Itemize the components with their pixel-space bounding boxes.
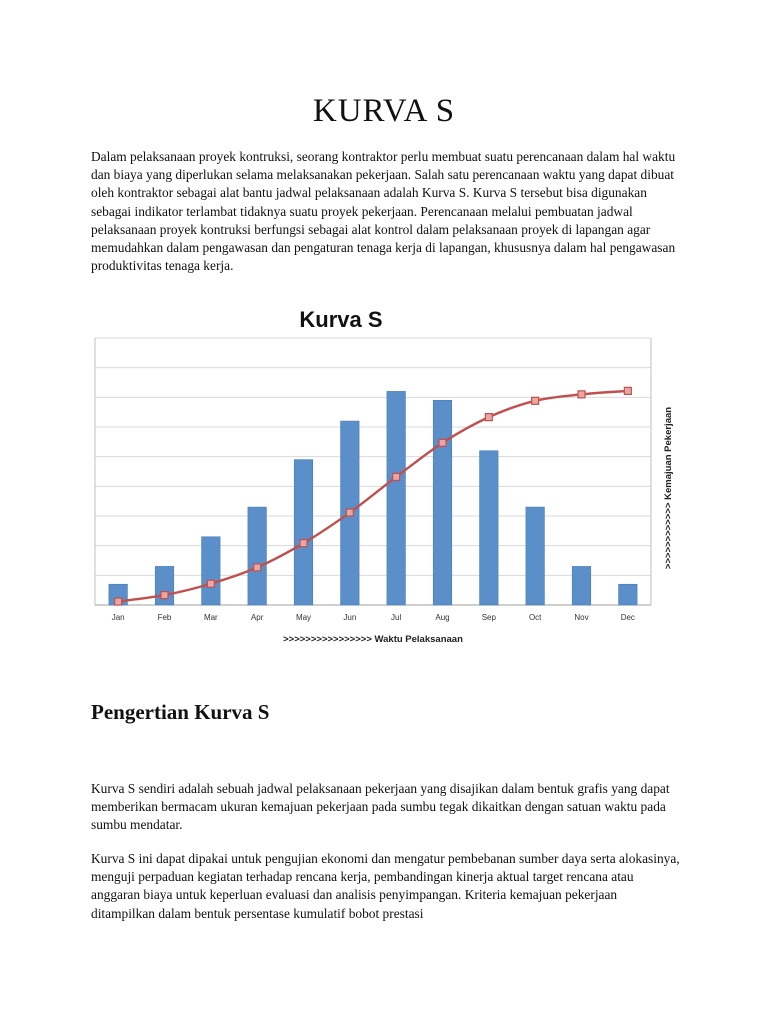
chart-line-point-nov: [578, 391, 585, 398]
chart-bar-feb: [155, 566, 174, 605]
chart-bar-dec: [619, 584, 638, 605]
chart-grid: [95, 338, 651, 605]
chart-x-ticks: [112, 613, 635, 622]
chart-x-axis-label: >>>>>>>>>>>>>>>> Waktu Pelaksanaan: [283, 634, 463, 645]
chart-line-point-sep: [485, 414, 492, 421]
chart-line-point-jan: [115, 598, 122, 605]
chart-line: [115, 387, 632, 605]
chart-line-point-mar: [207, 580, 214, 587]
chart-line-point-feb: [161, 592, 168, 599]
chart-x-tick-label: Nov: [574, 613, 589, 622]
chart-bars: [109, 391, 637, 605]
chart-s-curve-line: [118, 391, 628, 602]
chart-x-tick-label: Jul: [391, 613, 402, 622]
chart-x-tick-label: Feb: [157, 613, 172, 622]
chart-bar-nov: [572, 566, 591, 605]
chart-x-tick-label: Jan: [111, 613, 125, 622]
chart-x-tick-label: Sep: [481, 613, 496, 622]
chart-x-tick-label: Aug: [435, 613, 450, 622]
intro-paragraph: Dalam pelaksanaan proyek kontruksi, seorang kontraktor perlu membuat suatu perencanaan dalam hal waktu dan biaya yang diperlukan selama melaksanakan pekerjaan. Salah satu perencanaan waktu yang dapat dibuat oleh kontraktor sebagai alat bantu jadwal pelaksanaan adalah Kurva S. Kurva S tersebut bisa digunakan sebagai indikator terlambat tidaknya suatu proyek pekerjaan. Perencanaan melalui pembuatan jadwal pelaksanaan proyek kontruksi berfungsi sebagai alat kontrol dalam pelaksanaan proyek di lapangan agar memudahkan dalam pengawasan dan pengaturan tenaga kerja di lapangan, khususnya dalam hal pengawasan produktivitas tenaga kerja.: [91, 149, 676, 274]
chart-line-point-jul: [393, 473, 400, 480]
chart-x-tick-label: Dec: [620, 613, 635, 622]
definition-paragraph: Kurva S sendiri adalah sebuah jadwal pelaksanaan pekerjaan yang disajikan dalam bentuk grafis yang dapat memberikan bermacam ukuran kemajuan pekerjaan pada sumbu tegak dikaitkan dengan satuan waktu pada sumbu mendatar.: [91, 781, 670, 833]
chart-bar-may: [294, 460, 313, 605]
usage-paragraph: Kurva S ini dapat dipakai untuk pengujian ekonomi dan mengatur pembebanan sumber daya serta alokasinya, menguji perpaduan kegiatan terhadap rencana kerja, pembandingan kinerja aktual target rencana atau anggaran biaya untuk keperluan evaluasi dan analisis penyimpangan. Kriteria kemajuan pekerjaan ditampilkan dalam bentuk persentase kumulatif bobot prestasi: [91, 851, 680, 921]
chart-bar-jul: [387, 391, 406, 605]
page-title: KURVA S: [312, 93, 456, 129]
kurva-s-chart: [88, 300, 678, 655]
chart-bar-oct: [526, 507, 545, 605]
chart-x-tick-label: Mar: [203, 613, 218, 622]
chart-line-point-dec: [624, 387, 631, 394]
chart-x-tick-label: Apr: [250, 613, 264, 622]
section-heading: Pengertian Kurva S: [91, 700, 270, 724]
chart-x-tick-label: Jun: [343, 613, 357, 622]
chart-bar-sep: [480, 451, 499, 605]
chart-y-axis-label: >>>>>>>>>>>> Kemajuan Pekerjaan: [663, 406, 674, 570]
chart-bar-apr: [248, 507, 267, 605]
chart-title: Kurva S: [299, 307, 383, 332]
chart-x-tick-label: Oct: [528, 613, 542, 622]
chart-x-tick-label: May: [295, 613, 312, 622]
chart-svg: [88, 300, 678, 655]
chart-line-point-may: [300, 540, 307, 547]
chart-line-point-aug: [439, 439, 446, 446]
chart-bar-mar: [202, 537, 221, 605]
chart-line-point-apr: [254, 564, 261, 571]
chart-line-point-oct: [532, 397, 539, 404]
chart-line-point-jun: [346, 509, 353, 516]
chart-bar-aug: [433, 400, 452, 605]
